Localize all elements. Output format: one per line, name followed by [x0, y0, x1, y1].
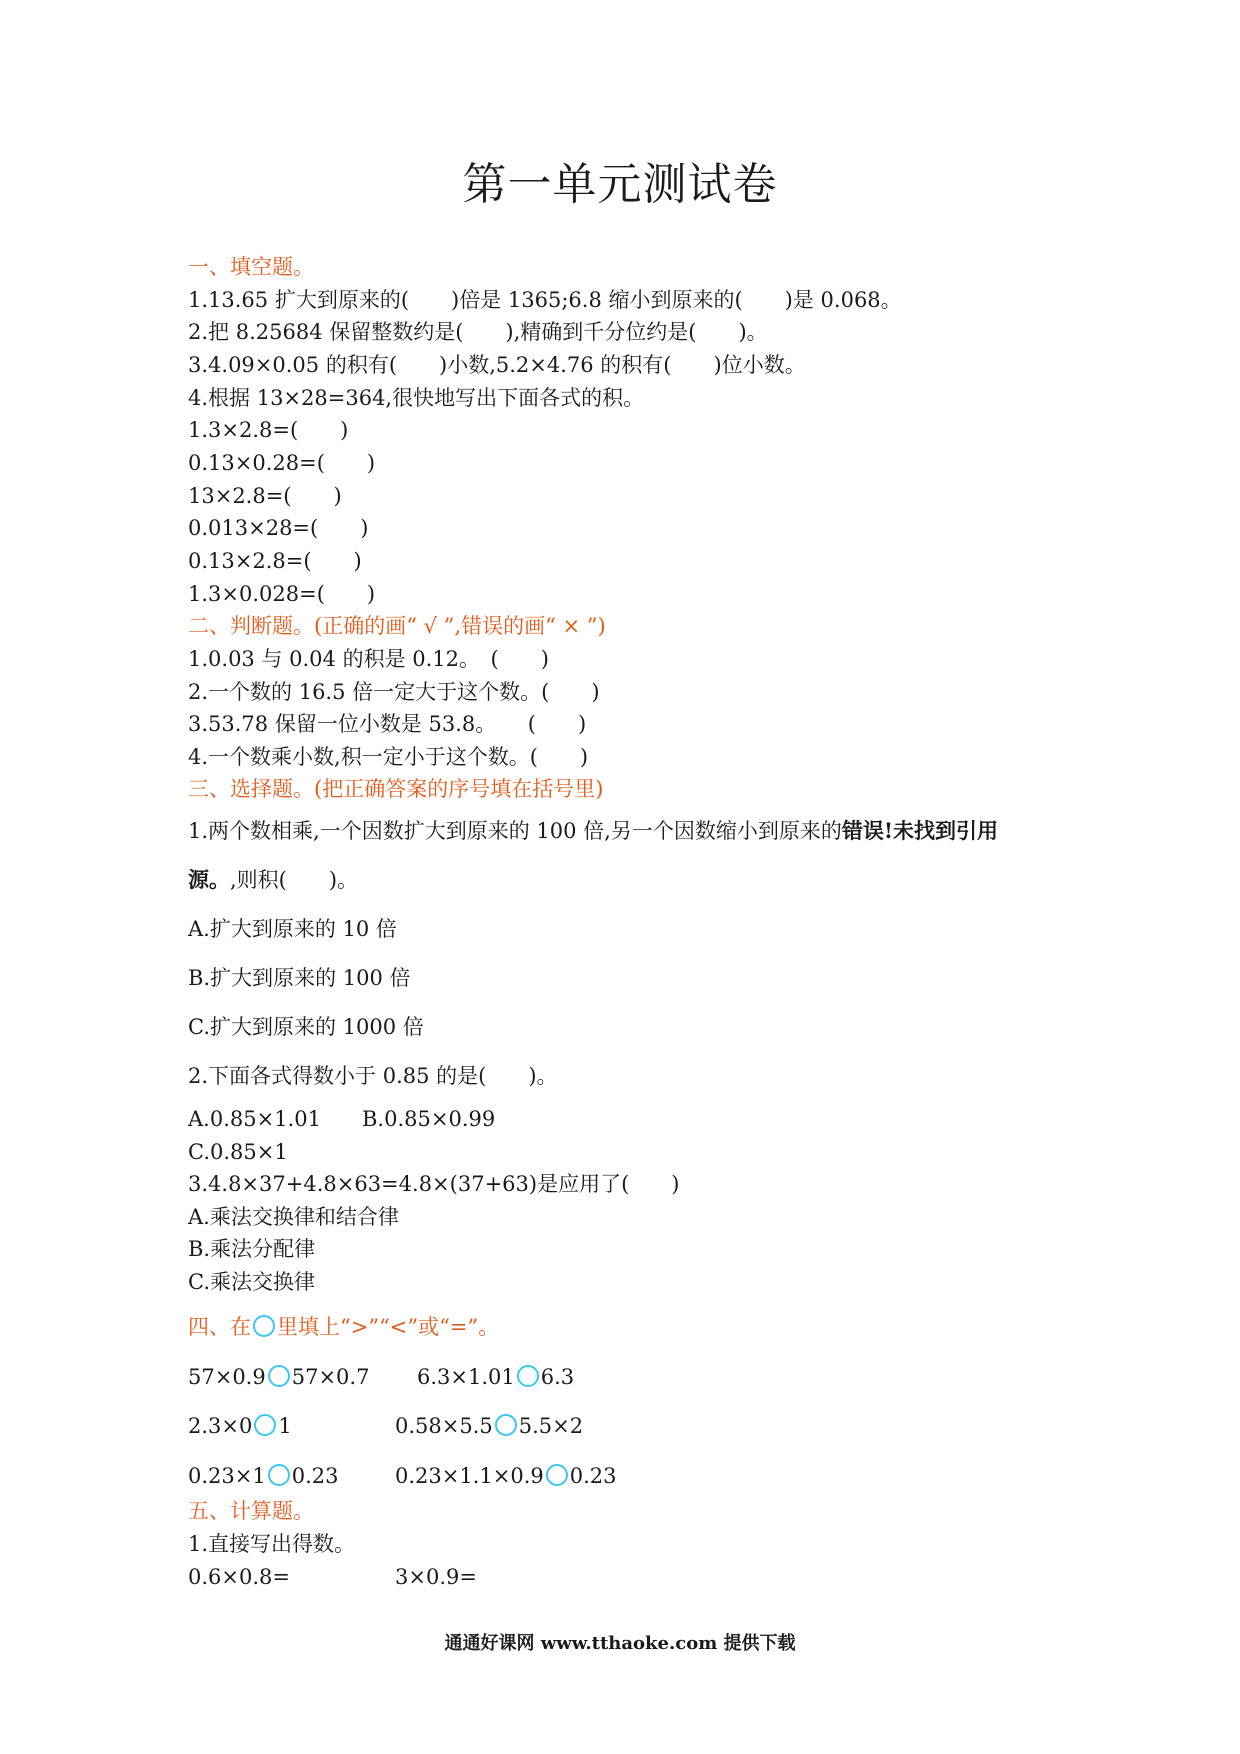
- fill-item: 1.3×2.8=( ): [188, 418, 349, 442]
- choice-option-a: A.扩大到原来的 10 倍: [188, 917, 397, 941]
- choice-option-b: B.乘法分配律: [188, 1237, 316, 1261]
- choice-option-a: A.乘法交换律和结合律: [188, 1205, 399, 1229]
- calc-item: 0.6×0.8=: [188, 1565, 290, 1589]
- fill-question-3: 3.4.09×0.05 的积有( )小数,5.2×4.76 的积有( )位小数。: [188, 353, 806, 377]
- judge-item: 3.53.78 保留一位小数是 53.8。 ( ): [188, 712, 587, 736]
- page-title: 第一单元测试卷: [462, 159, 778, 210]
- fill-item: 13×2.8=( ): [188, 484, 342, 508]
- reference-error-text: 错误!未找到引用: [841, 818, 999, 843]
- compare-right: 5.5×2: [518, 1414, 584, 1438]
- compare-left: 0.23×1.1×0.9: [395, 1464, 544, 1488]
- section-compare-heading: [188, 1313, 499, 1341]
- compare-right: 6.3: [540, 1365, 575, 1389]
- fill-item: 1.3×0.028=( ): [188, 582, 376, 606]
- fill-item: 0.13×2.8=( ): [188, 549, 362, 573]
- fill-question-4: 4.根据 13×28=364,很快地写出下面各式的积。: [188, 386, 645, 410]
- compare-left: 6.3×1.01: [417, 1365, 515, 1389]
- compare-heading-post: 里填上“>”“<”或“=”。: [277, 1315, 500, 1339]
- choice-option-b: B.扩大到原来的 100 倍: [188, 966, 411, 990]
- circle-icon: [253, 1315, 275, 1337]
- compare-left: 2.3×0: [188, 1414, 253, 1438]
- section-fill-blank-heading: 一、填空题。: [188, 255, 314, 279]
- compare-blank-circle-icon[interactable]: [517, 1365, 539, 1387]
- compare-item: [188, 1363, 369, 1391]
- choice-option-c: C.乘法交换律: [188, 1270, 315, 1294]
- compare-right: 57×0.7: [291, 1365, 370, 1389]
- compare-item: [395, 1462, 617, 1490]
- choice-question-1: [188, 817, 998, 845]
- compare-item: [188, 1462, 338, 1490]
- choice-option-c: C.扩大到原来的 1000 倍: [188, 1015, 424, 1039]
- compare-left: 57×0.9: [188, 1365, 266, 1389]
- fill-item: 0.13×0.28=( ): [188, 451, 376, 475]
- compare-item: [395, 1412, 583, 1440]
- reference-error-text: 源。: [188, 867, 230, 892]
- judge-item: 2.一个数的 16.5 倍一定大于这个数。( ): [188, 680, 600, 704]
- choice-question-2: 2.下面各式得数小于 0.85 的是( )。: [188, 1064, 558, 1088]
- compare-heading-pre: 四、在: [188, 1315, 251, 1339]
- choice-option-a: A.0.85×1.01: [188, 1107, 321, 1131]
- judge-item: 4.一个数乘小数,积一定小于这个数。( ): [188, 745, 589, 769]
- compare-blank-circle-icon[interactable]: [495, 1414, 517, 1436]
- compare-left: 0.58×5.5: [395, 1414, 493, 1438]
- compare-right: 1: [278, 1414, 292, 1438]
- choice-question-3: 3.4.8×37+4.8×63=4.8×(37+63)是应用了( ): [188, 1172, 680, 1196]
- compare-right: 0.23: [291, 1464, 339, 1488]
- compare-right: 0.23: [569, 1464, 617, 1488]
- compare-left: 0.23×1: [188, 1464, 266, 1488]
- choice-question-1-tail: ,则积( )。: [230, 868, 359, 892]
- compare-blank-circle-icon[interactable]: [268, 1365, 290, 1387]
- compare-blank-circle-icon[interactable]: [546, 1464, 568, 1486]
- compare-item: [188, 1412, 292, 1440]
- fill-question-1: 1.13.65 扩大到原来的( )倍是 1365;6.8 缩小到原来的( )是 0.068。: [188, 288, 902, 312]
- section-choice-heading: 三、选择题。(把正确答案的序号填在括号里): [188, 777, 604, 801]
- calc-item: 3×0.9=: [395, 1565, 477, 1589]
- choice-question-1-text: 1.两个数相乘,一个因数扩大到原来的 100 倍,另一个因数缩小到原来的: [188, 819, 842, 843]
- section-calc-heading: 五、计算题。: [188, 1499, 314, 1523]
- calc-question-1: 1.直接写出得数。: [188, 1532, 356, 1556]
- choice-question-1-cont: [188, 866, 358, 894]
- choice-option-c: C.0.85×1: [188, 1140, 288, 1164]
- fill-item: 0.013×28=( ): [188, 516, 369, 540]
- judge-item: 1.0.03 与 0.04 的积是 0.12。 ( ): [188, 647, 549, 671]
- section-judge-heading: 二、判断题。(正确的画“ √ ”,错误的画“ × ”): [188, 614, 606, 638]
- compare-blank-circle-icon[interactable]: [254, 1414, 276, 1436]
- fill-question-2: 2.把 8.25684 保留整数约是( ),精确到千分位约是( )。: [188, 320, 768, 344]
- compare-blank-circle-icon[interactable]: [268, 1464, 290, 1486]
- footer-source: 通通好课网 www.tthaoke.com 提供下载: [444, 1633, 796, 1654]
- choice-option-b: B.0.85×0.99: [362, 1107, 496, 1131]
- compare-item: [417, 1363, 574, 1391]
